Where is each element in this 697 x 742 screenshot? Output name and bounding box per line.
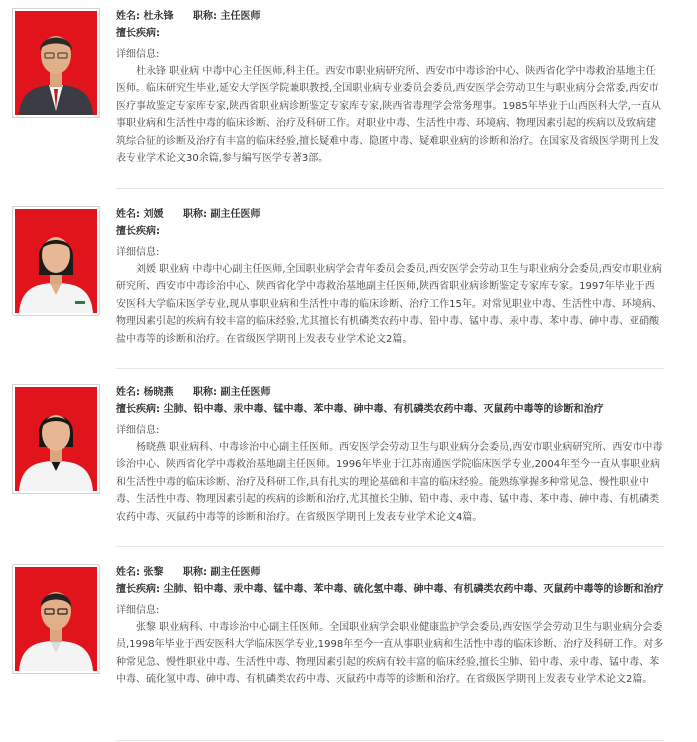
doctor-title: 副主任医师 — [210, 209, 261, 220]
doctor-detail: 杜永锋 职业病 中毒中心主任医师,科主任。西安市职业病研究所、西安市中毒诊治中心、陕西省化学中毒救治基地主任医师。临床研究生毕业,延安大学医学院兼职教授,全国职业病专业委员会委员,西安医学会劳动卫生与职业病分会常委,西安市医疗事故鉴定专家库专家,陕西省职业病诊断鉴定专家库专家,陕西省毒理学会常务理事。1985年毕业于山西医科大学,一直从事职业病和生活性中毒的临床诊断、治疗及科研工作。对职业中毒、生活性中毒、环境病、物理因素引起的疾病以及致病建筑综合征的诊断及治疗有丰富的临床经验,擅长疑难中毒、隐匿中毒、疑难职业病的诊断和治疗。在国家及省级医学期刊上发表专业学术论文30余篇,参与编写医学专著3部。 — [116, 66, 661, 165]
avatar — [15, 209, 97, 313]
doctor-name: 张黎 — [143, 567, 164, 578]
name-title-row — [116, 564, 664, 581]
doctor-card — [0, 556, 697, 742]
doctor-photo — [12, 8, 100, 118]
divider — [116, 740, 664, 741]
specialty-label: 擅长疾病: — [116, 28, 160, 39]
name-title-row — [116, 206, 664, 223]
doctor-photo — [12, 206, 100, 316]
name-title-row — [116, 8, 664, 25]
title-label: 职称: — [182, 567, 207, 578]
specialty-row — [116, 401, 664, 418]
doctor-card — [0, 376, 697, 542]
doctor-name: 杨晓燕 — [143, 387, 174, 398]
divider — [116, 368, 664, 369]
title-label: 职称: — [192, 387, 217, 398]
avatar — [15, 567, 97, 671]
title-label: 职称: — [182, 209, 207, 220]
detail-label: 详细信息: — [116, 425, 160, 436]
doctor-info — [116, 206, 664, 348]
doctor-info — [116, 384, 664, 526]
doctor-photo — [12, 384, 100, 494]
detail-label: 详细信息: — [116, 247, 160, 258]
doctor-photo — [12, 564, 100, 674]
doctor-info — [116, 8, 664, 167]
name-label: 姓名: — [116, 567, 140, 578]
name-label: 姓名: — [116, 209, 140, 220]
detail-label: 详细信息: — [116, 605, 160, 616]
doctor-card — [0, 0, 697, 188]
doctor-name: 刘媛 — [143, 209, 164, 220]
doctor-specialty: 尘肺、铅中毒、汞中毒、锰中毒、苯中毒、砷中毒、有机磷类农药中毒、灭鼠药中毒等的诊断和治疗 — [163, 404, 604, 415]
doctor-detail: 张黎 职业病科、中毒诊治中心副主任医师。全国职业病学会职业健康监护学会委员,西安医学会劳动卫生与职业病分会委员,1998年毕业于西安医科大学临床医学专业,1998年至今一直从事职业病和生活性中毒的临床诊断、治疗及科研工作。对多种常见急、慢性职业中毒、生活性中毒、物理因素引起的疾病有较丰富的临床经验,擅长尘肺、铅中毒、汞中毒、锰中毒、苯中毒、硫化氢中毒、砷中毒、有机磷类农药中毒、灭鼠药中毒等的诊断和治疗。在省级医学期刊上发表专业学术论文2篇。 — [116, 622, 664, 686]
name-label: 姓名: — [116, 387, 140, 398]
doctor-name: 杜永锋 — [143, 11, 174, 22]
specialty-label: 擅长疾病: — [116, 584, 160, 595]
doctor-detail: 杨晓燕 职业病科、中毒诊治中心副主任医师。西安医学会劳动卫生与职业病分会委员,西安市职业病研究所、西安市中毒诊治中心、陕西省化学中毒救治基地副主任医师。1996年毕业于江苏南通医学院临床医学专业,2004年至今一直从事职业病和生活性中毒的临床诊断、治疗及科研工作,具有扎实的理论基础和丰富的临床经验。能熟练掌握多种常见急、慢性职业中毒、生活性中毒、物理因素引起的疾病的诊断和治疗,尤其擅长尘肺、铅中毒、汞中毒、锰中毒、苯中毒、砷中毒、有机磷类农药中毒、灭鼠药中毒等的诊断和治疗。在省级医学期刊上发表专业学术论文4篇。 — [116, 442, 663, 523]
specialty-row — [116, 25, 664, 42]
title-label: 职称: — [192, 11, 217, 22]
doctor-detail: 刘媛 职业病 中毒中心副主任医师,全国职业病学会青年委员会委员,西安医学会劳动卫生与职业病分会委员,西安市职业病研究所、西安市中毒诊治中心、陕西省化学中毒救治基地副主任医师,陕西省职业病诊断鉴定专家库专家。1997年毕业于西安医科大学临床医学专业,现从事职业病和生活性中毒的临床诊断、治疗工作15年。对常见职业中毒、生活性中毒、环境病、物理因素引起的疾病有较丰富的临床经验,尤其擅长有机磷类农药中毒、铅中毒、锰中毒、汞中毒、苯中毒、砷中毒、亚硝酸盐中毒等的诊断和治疗。在省级医学期刊上发表专业学术论文2篇。 — [116, 264, 662, 345]
doctor-title: 副主任医师 — [210, 567, 261, 578]
divider — [116, 546, 664, 547]
detail-label: 详细信息: — [116, 49, 160, 60]
avatar — [15, 387, 97, 491]
doctor-specialty: 尘肺、铅中毒、汞中毒、锰中毒、苯中毒、硫化氢中毒、砷中毒、有机磷类农药中毒、灭鼠药中毒等的诊断和治疗 — [163, 584, 664, 595]
specialty-label: 擅长疾病: — [116, 226, 160, 237]
name-title-row — [116, 384, 664, 401]
doctor-card — [0, 198, 697, 368]
specialty-row — [116, 223, 664, 240]
specialty-row — [116, 581, 664, 598]
name-label: 姓名: — [116, 11, 140, 22]
avatar — [15, 11, 97, 115]
doctor-title: 副主任医师 — [220, 387, 271, 398]
doctor-title: 主任医师 — [220, 11, 261, 22]
divider — [116, 188, 664, 189]
doctor-info — [116, 564, 664, 689]
specialty-label: 擅长疾病: — [116, 404, 160, 415]
